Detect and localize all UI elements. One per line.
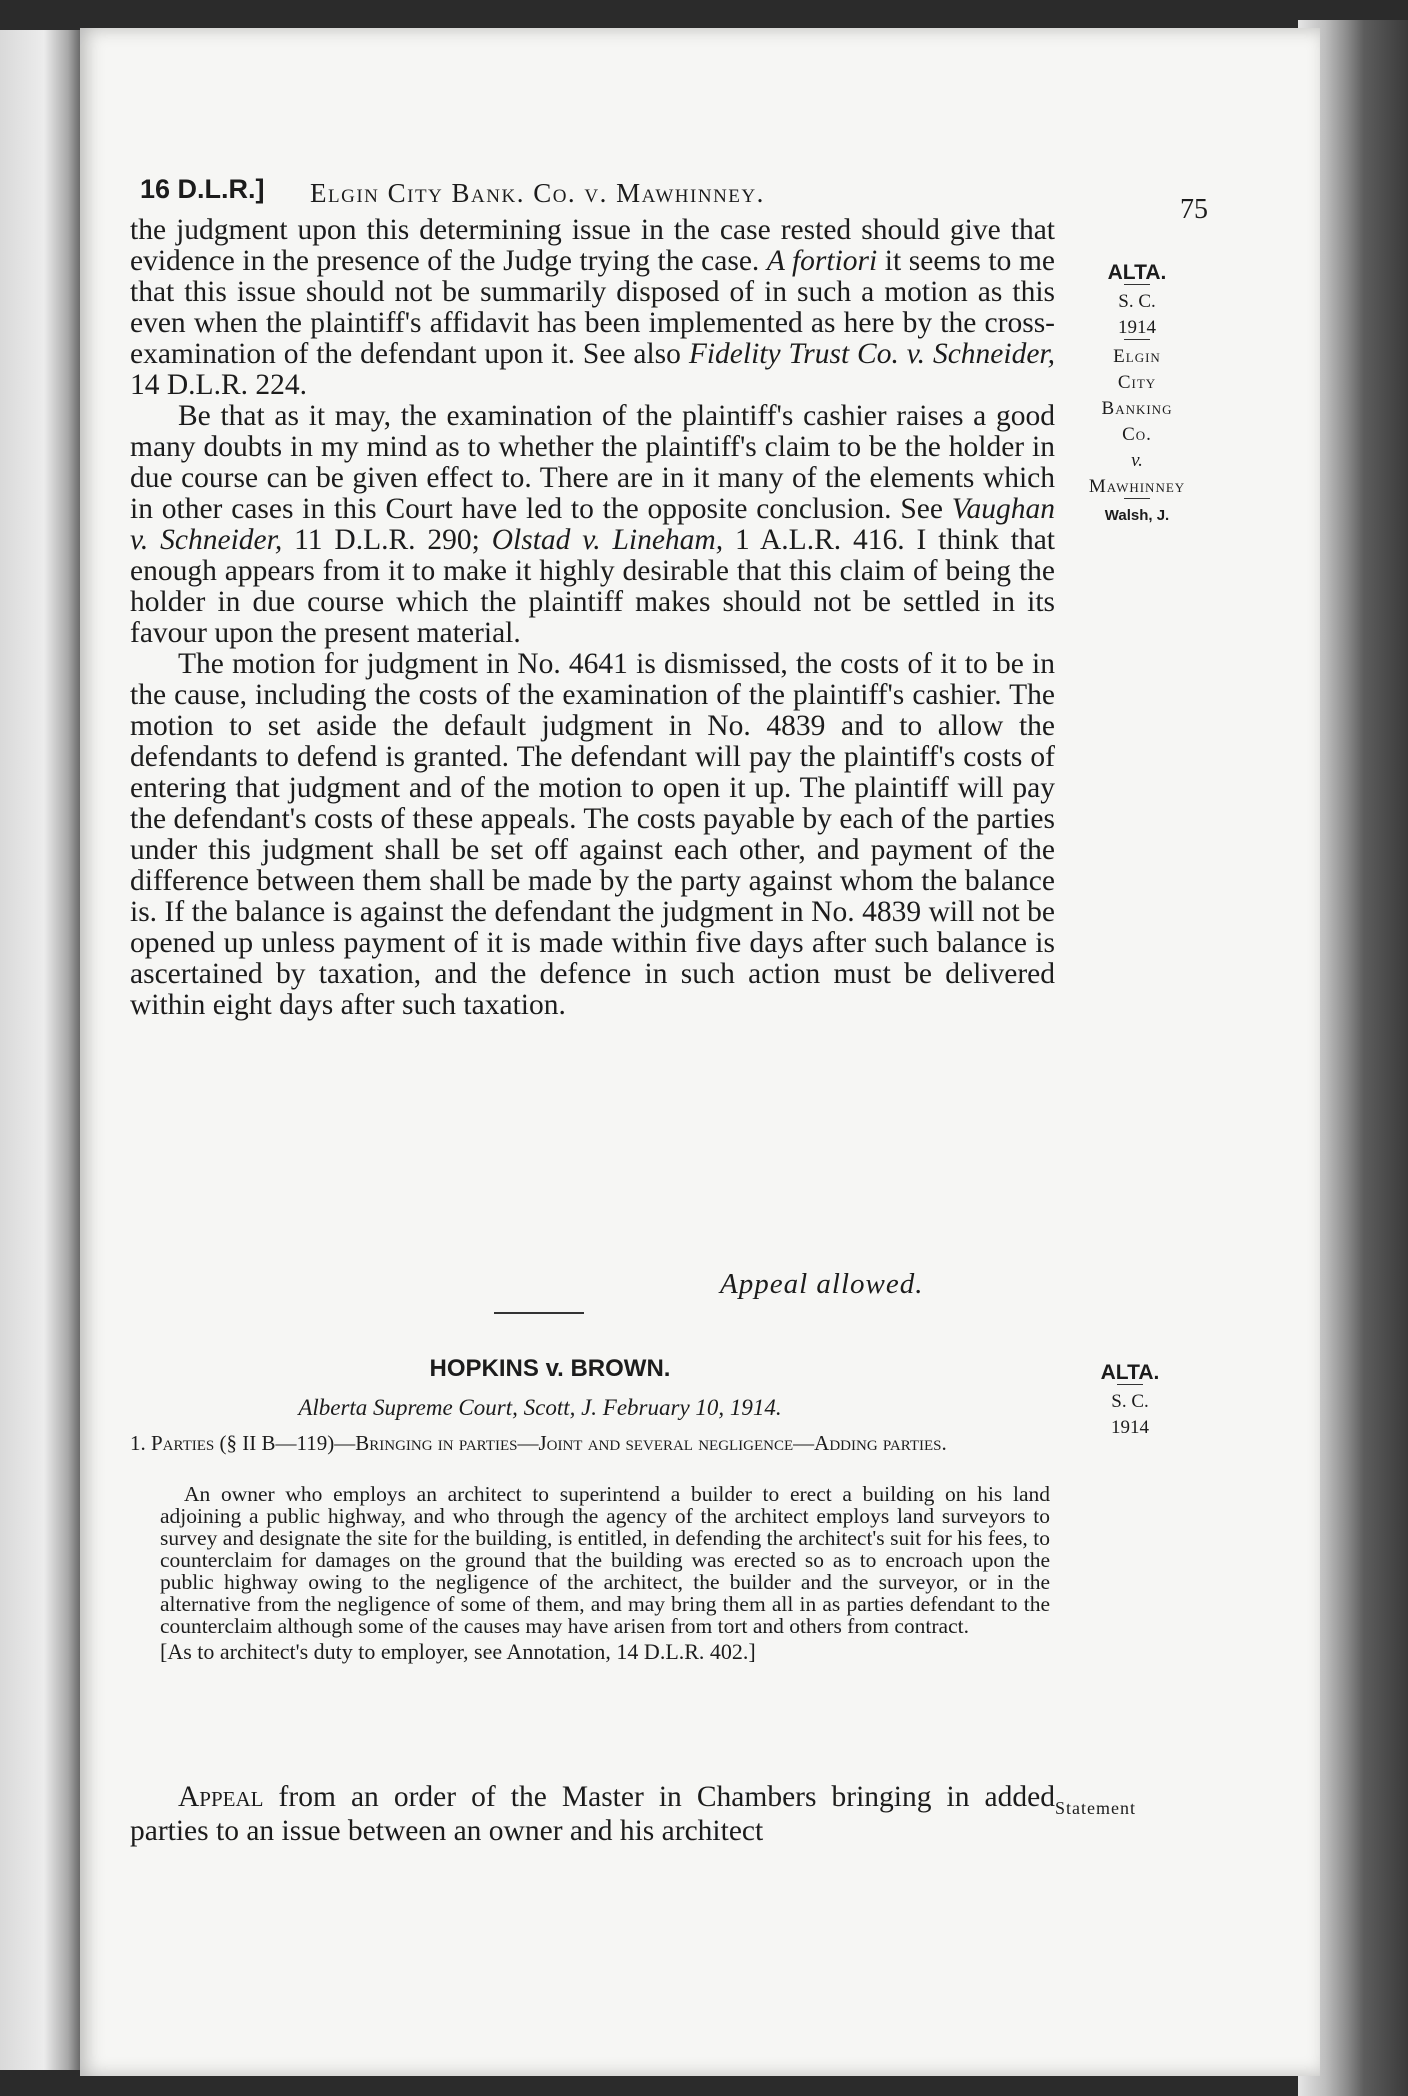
paragraph-2: Be that as it may, the examination of the plaintiff's cashier raises a good many doubts in my mind as to whether the plaintiff's claim to be the holder in due course can be given effect to. There are in it many of the elements which in other cases in this Court have led to the opposite conclusion. See Vaughan v. Schneider, 11 D.L.R. 290; Olstad v. Lineham, 1 A.L.R. 416. I think that enough appears from it to make it highly desirable that this claim of being the holder in due course which the plaintiff makes should not be settled in its favour upon the present material.	[130, 400, 1055, 649]
province: ALTA.	[1107, 261, 1167, 284]
statement-text: Appeal from an order of the Master in Chambers bringing in added parties to an issue between an owner and his architect	[130, 1781, 1055, 1847]
running-head	[140, 148, 1220, 225]
appeal-word: Appeal	[178, 1781, 264, 1813]
court: S. C.	[1118, 291, 1156, 312]
province: ALTA.	[1100, 1361, 1160, 1384]
headnote-category: 1. Parties (§ II B—119)—Bringing in parties—Joint and several negligence—Adding parties.	[130, 1431, 947, 1455]
margin-note-top: ALTA. S. C. 1914 Elgin City Banking Co. v. Mawhinney Walsh, J.	[1062, 260, 1212, 529]
appeal-allowed: Appeal allowed.	[720, 1268, 924, 1300]
annotation-reference: [As to architect's duty to employer, see Annotation, 14 D.L.R. 402.]	[160, 1639, 756, 1664]
court: S. C.	[1111, 1391, 1149, 1412]
court-line: Alberta Supreme Court, Scott, J. February 10, 1914.	[298, 1395, 782, 1420]
volume-reference: 16 D.L.R.]	[140, 174, 265, 204]
page-number: 75	[1180, 194, 1208, 225]
paragraph-3: The motion for judgment in No. 4641 is dismissed, the costs of it to be in the cause, including the costs of the examination of the plaintiff's cashier. The motion to set aside the default judgment in No. 4839 and to allow the defendants to defend is granted. The defendant will pay the plaintiff's costs of entering that judgment and of the motion to open it up. The plaintiff will pay the defendant's costs of these appeals. The costs payable by each of the parties under this judgment shall be set off against each other, and payment of the difference between them shall be made by the party against whom the balance is. If the balance is against the defendant the judgment in No. 4839 will not be opened up unless payment of it is made within five days after such balance is ascertained by taxation, and the defence in such action must be delivered within eight days after such taxation.	[130, 648, 1055, 1021]
year: 1914	[1118, 317, 1156, 338]
case-running-title: Elgin City Bank. Co. v. Mawhinney.	[310, 178, 765, 208]
headnote	[160, 1483, 1050, 1663]
judgment-text	[130, 215, 1055, 1021]
case-title: HOPKINS v. BROWN.	[429, 1355, 671, 1382]
judge: Walsh, J.	[1104, 507, 1170, 524]
statement-margin-label: Statement	[1055, 1798, 1136, 1818]
book-spine-left	[0, 30, 80, 2070]
paragraph-1: the judgment upon this determining issue in the case rested should give that evidence in the presence of the Judge trying the case. A fortiori it seems to me that this issue should not be summarily disposed of in such a motion as this even when the plaintiff's affidavit has been implemented as here by the cross-examination of the defendant upon it. See also Fidelity Trust Co. v. Schneider, 14 D.L.R. 224.	[130, 214, 1056, 401]
year: 1914	[1111, 1417, 1149, 1438]
section-divider	[494, 1312, 584, 1314]
margin-note-bottom	[1055, 1360, 1205, 1441]
headnote-text: An owner who employs an architect to superintend a builder to erect a building on his land adjoining a public highway, and who through the agency of the architect employs land surveyors to survey and designate the site for the building, is entitled, in defending the architect's suit for his fees, to counterclaim for damages on the ground that the building was erected so as to encroach upon the public highway owing to the negligence of the architect, the builder and the surveyor, or in the alternative from the negligence of some of them, and may bring them all in as parties defendant to the counterclaim although some of the causes may have arisen from tort and others from contract.	[160, 1482, 1050, 1638]
